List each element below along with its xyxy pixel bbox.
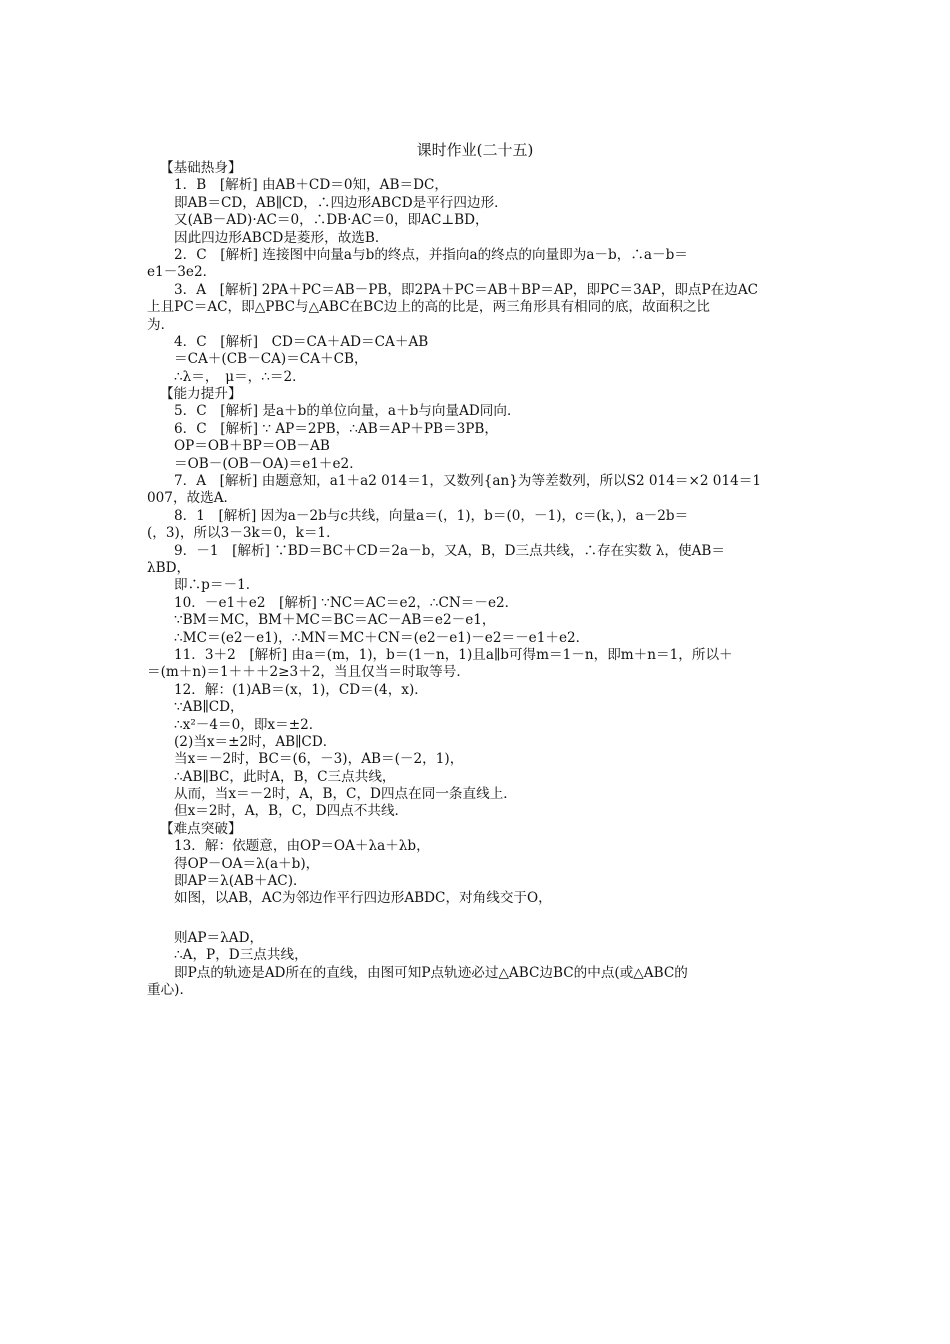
section-heading: 【基础热身】 xyxy=(160,160,242,176)
text-line: ∴λ＝， μ＝，∴＝2． xyxy=(174,368,306,385)
text-line: ＝(m＋n)＝1＋＋＋2≥3＋2，当且仅当＝时取等号． xyxy=(147,664,470,681)
section-heading: 【能力提升】 xyxy=(160,386,242,403)
text-line: 即AP＝λ(AB＋AC)． xyxy=(174,873,307,890)
figure-gap xyxy=(147,908,810,930)
text-line: 得OP－OA＝λ(a＋b)， xyxy=(174,855,320,872)
text-line: 为． xyxy=(147,316,175,333)
text-line: ∴x²－4＝0，即x＝±2． xyxy=(174,716,323,733)
text-line: 2．C [解析] 连接图中向量a与b的终点，并指向a的终点的向量即为a－b，∴a－b＝ xyxy=(174,246,688,263)
text-line: 1．B [解析] 由AB＋CD＝0知，AB＝DC， xyxy=(174,177,448,194)
section-heading: 【难点突破】 xyxy=(160,820,242,837)
text-line: e1－3e2． xyxy=(147,264,217,281)
text-line: 即∴p＝－1． xyxy=(174,577,260,594)
text-line: 因此四边形ABCD是菱形，故选B． xyxy=(174,229,389,246)
text-line: 7．A [解析] 由题意知，a1＋a2 014＝1，又数列{an}为等差数列，所以S2 014＝×2 014＝1 xyxy=(174,473,761,490)
text-line: 但x＝2时，A，B，C，D四点不共线． xyxy=(174,803,409,820)
text-line: ＝OB－(OB－OA)＝e1＋e2． xyxy=(174,455,363,472)
page-title: 课时作业(二十五) xyxy=(416,141,534,159)
text-line: 007，故选A． xyxy=(147,490,238,507)
text-line: (，3)，所以3－3k＝0，k＝1． xyxy=(147,525,340,542)
text-line: 上且PC＝AC，即△PBC与△ABC在BC边上的高的比是，两三角形具有相同的底，故面积之比 xyxy=(147,299,710,316)
text-line: ＝CA＋(CB－CA)＝CA＋CB， xyxy=(174,351,368,368)
text-line: ∵AB∥CD， xyxy=(174,699,244,716)
text-line: 从而，当x＝－2时，A，B，C，D四点在同一条直线上． xyxy=(174,786,517,803)
text-line: OP＝OB＋BP＝OB－AB xyxy=(174,438,330,455)
text-line: 13．解：依题意，由OP＝OA＋λa＋λb， xyxy=(174,838,430,855)
text-line: 11．3＋2 [解析] 由a＝(m，1)，b＝(1－n，1)且a∥b可得m＝1－n，即m＋n＝1，所以＋ xyxy=(174,646,733,663)
text-line: 6．C [解析] ∵ AP＝2PB，∴AB＝AP＋PB＝3PB， xyxy=(174,420,498,437)
text-line: 如图，以AB，AC为邻边作平行四边形ABDC，对角线交于O， xyxy=(174,890,552,907)
text-line: 当x＝－2时，BC＝(6，－3)，AB＝(－2，1)， xyxy=(174,751,464,768)
text-line: ∴AB∥BC，此时A，B，C三点共线， xyxy=(174,768,396,785)
text-line: ∴MC＝(e2－e1)，∴MN＝MC＋CN＝(e2－e1)－e2＝－e1＋e2． xyxy=(174,629,590,646)
text-line: 重心)． xyxy=(147,981,194,998)
text-line: ∴A，P，D三点共线， xyxy=(174,947,308,964)
text-line: 8．1 [解析] 因为a－2b与c共线，向量a＝(，1)，b＝(0，－1)，c＝(k，)，a－2b＝ xyxy=(174,507,689,524)
text-line: 9．－1 [解析] ∵BD＝BC＋CD＝2a－b，又A，B，D三点共线，∴存在实数 λ，使AB＝ xyxy=(174,542,725,559)
text-line: 10．－e1＋e2 [解析] ∵NC＝AC＝e2，∴CN＝－e2． xyxy=(174,594,519,611)
text-line: 12．解：(1)AB＝(x，1)，CD＝(4，x)． xyxy=(174,681,428,698)
text-line: λBD， xyxy=(147,559,191,576)
solution-body xyxy=(147,160,810,999)
text-line: 5．C [解析] 是a＋b的单位向量，a＋b与向量AD同向． xyxy=(174,403,521,420)
text-line: 又(AB－AD)·AC＝0，∴DB·AC＝0，即AC⊥BD， xyxy=(174,212,489,229)
text-line: 即P点的轨迹是AD所在的直线，由图可知P点轨迹必过△ABC边BC的中点(或△ABC的 xyxy=(174,964,688,981)
text-line: 即AB＝CD，AB∥CD，∴四边形ABCD是平行四边形． xyxy=(174,194,508,211)
text-line: ∵BM＝MC，BM＋MC＝BC＝AC－AB＝e2－e1， xyxy=(174,612,496,629)
text-line: 则AP＝λAD， xyxy=(174,929,264,946)
text-line: (2)当x＝±2时，AB∥CD． xyxy=(174,733,337,750)
text-line: 4．C [解析] CD＝CA＋AD＝CA＋AB xyxy=(174,333,429,350)
text-line: 3．A [解析] 2PA＋PC＝AB－PB，即2PA＋PC＝AB＋BP＝AP，即PC＝3AP，即点P在边AC xyxy=(174,281,759,298)
